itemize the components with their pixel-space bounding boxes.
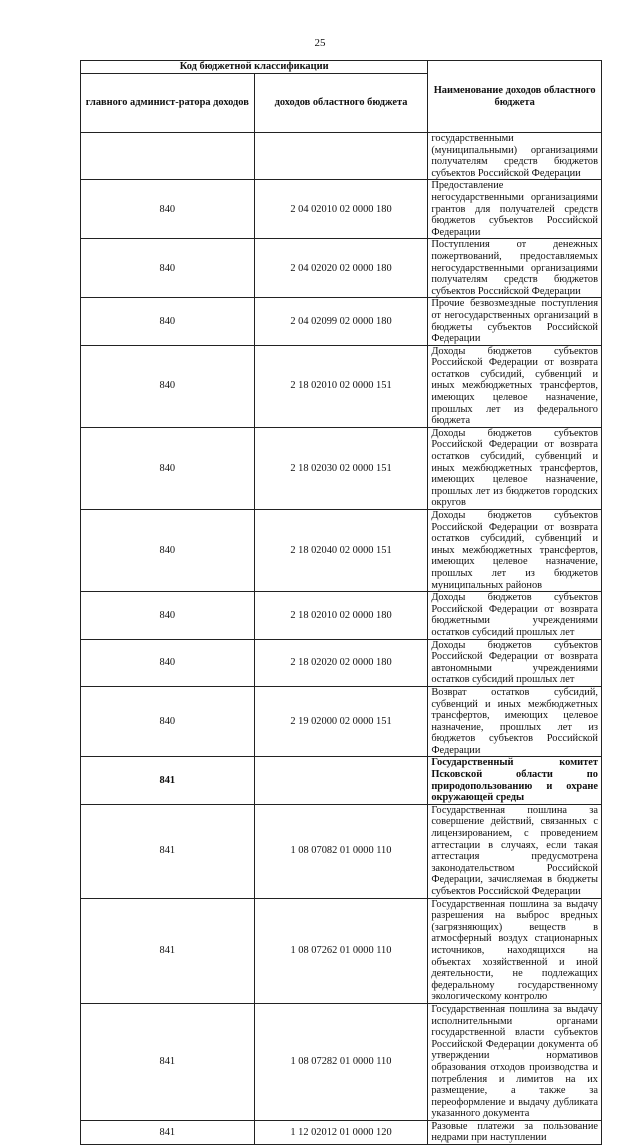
table-row [81, 510, 602, 592]
cell-administrator-code: 840 [81, 510, 255, 592]
cell-administrator-code: 841 [81, 1003, 255, 1120]
cell-revenue-name: Государственная пошлина за выдачу исполнительными органами государственной власти субъектов Российской Федерации документа об утверждении нормативов образования отходов производства и потребления и лимитов на их размещение, а также за переоформление и выдачу дубликата указанного документа [428, 1003, 602, 1120]
cell-revenue-code: 2 18 02040 02 0000 151 [254, 510, 428, 592]
table-row [81, 180, 602, 239]
cell-revenue-code: 2 18 02020 02 0000 180 [254, 639, 428, 686]
cell-revenue-code: 1 08 07262 01 0000 110 [254, 898, 428, 1003]
cell-revenue-code: 2 18 02030 02 0000 151 [254, 427, 428, 509]
cell-administrator-code: 841 [81, 1120, 255, 1144]
cell-revenue-code: 2 18 02010 02 0000 180 [254, 592, 428, 639]
cell-revenue-name: Прочие безвозмездные поступления от негосударственных организаций в бюджеты субъектов Российской Федерации [428, 298, 602, 345]
cell-revenue-code: 1 12 02012 01 0000 120 [254, 1120, 428, 1144]
table-row [81, 898, 602, 1003]
table-row [81, 1003, 602, 1120]
cell-revenue-name: Возврат остатков субсидий, субвенций и иных межбюджетных трансфертов, имеющих целевое назначение, прошлых лет из бюджетов субъектов Российской Федерации [428, 686, 602, 757]
table-row [81, 427, 602, 509]
cell-revenue-name: Доходы бюджетов субъектов Российской Федерации от возврата остатков субсидий, субвенций и иных межбюджетных трансфертов, имеющих целевое назначение, прошлых лет из федерального бюджета [428, 345, 602, 427]
cell-revenue-name: Доходы бюджетов субъектов Российской Федерации от возврата бюджетными учреждениями остатков субсидий прошлых лет [428, 592, 602, 639]
table-row [81, 345, 602, 427]
cell-administrator-code: 840 [81, 639, 255, 686]
cell-revenue-code [254, 133, 428, 180]
cell-revenue-name: Государственная пошлина за выдачу разрешения на выброс вредных (загрязняющих) веществ в атмосферный воздух стационарных источников, находящихся на объектах хозяйственной и иной деятельности, не подлежащих федеральному государственному экологическому контролю [428, 898, 602, 1003]
table-row [81, 298, 602, 345]
header-budget-classification-code: Код бюджетной классификации [81, 61, 428, 74]
cell-administrator-code: 840 [81, 239, 255, 298]
table-body [81, 133, 602, 1145]
cell-administrator-code: 841 [81, 757, 255, 804]
cell-revenue-code [254, 757, 428, 804]
cell-revenue-code: 2 04 02010 02 0000 180 [254, 180, 428, 239]
cell-administrator-code: 840 [81, 180, 255, 239]
cell-revenue-code: 2 18 02010 02 0000 151 [254, 345, 428, 427]
cell-administrator-code: 840 [81, 345, 255, 427]
cell-revenue-code: 1 08 07282 01 0000 110 [254, 1003, 428, 1120]
cell-revenue-name: Разовые платежи за пользование недрами при наступлении [428, 1120, 602, 1144]
cell-revenue-code: 2 19 02000 02 0000 151 [254, 686, 428, 757]
cell-administrator-code: 841 [81, 898, 255, 1003]
cell-revenue-name: Поступления от денежных пожертвований, предоставляемых негосударственными организациями получателям средств бюджетов субъектов Российской Федерации [428, 239, 602, 298]
cell-revenue-code: 2 04 02020 02 0000 180 [254, 239, 428, 298]
table-row [81, 757, 602, 804]
cell-administrator-code: 840 [81, 298, 255, 345]
cell-revenue-name: Государственный комитет Псковской области по природопользованию и охране окружающей среды [428, 757, 602, 804]
cell-revenue-name: Доходы бюджетов субъектов Российской Федерации от возврата остатков субсидий, субвенций и иных межбюджетных трансфертов, имеющих целевое назначение, прошлых лет из бюджетов муниципальных районов [428, 510, 602, 592]
cell-administrator-code: 840 [81, 592, 255, 639]
table-row [81, 686, 602, 757]
header-revenue-name: Наименование доходов областного бюджета [428, 61, 602, 133]
table-row [81, 1120, 602, 1144]
cell-revenue-name: Предоставление негосударственными организациями грантов для получателей средств бюджетов субъектов Российской Федерации [428, 180, 602, 239]
cell-revenue-name: государственными (муниципальными) организациями получателям средств бюджетов субъектов Российской Федерации [428, 133, 602, 180]
header-revenue-code: доходов областного бюджета [254, 74, 428, 133]
cell-administrator-code: 841 [81, 804, 255, 898]
cell-revenue-code: 2 04 02099 02 0000 180 [254, 298, 428, 345]
cell-administrator-code: 840 [81, 686, 255, 757]
cell-administrator-code [81, 133, 255, 180]
header-chief-administrator: главного админист-ратора доходов [81, 74, 255, 133]
budget-classification-table [80, 60, 602, 1145]
table-row [81, 133, 602, 180]
cell-administrator-code: 840 [81, 427, 255, 509]
table-row [81, 592, 602, 639]
table-row [81, 239, 602, 298]
cell-revenue-name: Доходы бюджетов субъектов Российской Федерации от возврата остатков субсидий, субвенций и иных межбюджетных трансфертов, имеющих целевое назначение, прошлых лет из бюджетов городских округов [428, 427, 602, 509]
page-number: 25 [314, 37, 326, 49]
cell-revenue-name: Государственная пошлина за совершение действий, связанных с лицензированием, с проведением аттестации в случаях, если такая аттестация предусмотрена законодательством Российской Федерации, зачисляемая в бюджеты субъектов Российской Федерации [428, 804, 602, 898]
table-row [81, 639, 602, 686]
table-row [81, 804, 602, 898]
cell-revenue-name: Доходы бюджетов субъектов Российской Федерации от возврата автономными учреждениями остатков субсидий прошлых лет [428, 639, 602, 686]
cell-revenue-code: 1 08 07082 01 0000 110 [254, 804, 428, 898]
